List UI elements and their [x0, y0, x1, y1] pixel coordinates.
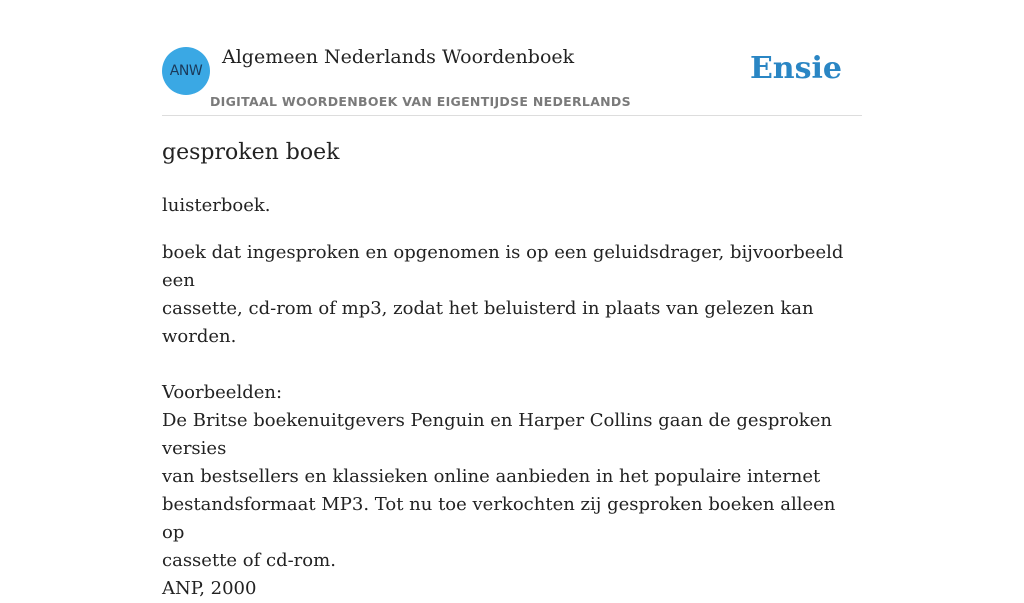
example-line: De Britse boekenuitgevers Penguin en Harper Collins gaan de gesproken versies	[162, 410, 832, 459]
page-header	[162, 0, 862, 116]
example-source: ANP, 2000	[162, 578, 257, 599]
example-line: cassette of cd-rom.	[162, 550, 336, 571]
spacer	[162, 351, 862, 379]
example-line: bestandsformaat MP3. Tot nu toe verkochten zij gesproken boeken alleen op	[162, 494, 836, 543]
entry-term: gesproken boek	[162, 140, 340, 165]
definition-line: cassette, cd-rom of mp3, zodat het beluisterd in plaats van gelezen kan worden.	[162, 298, 814, 347]
dictionary-name[interactable]: Algemeen Nederlands Woordenboek	[222, 46, 575, 68]
anw-logo[interactable]: ANW	[162, 47, 210, 95]
entry-synonym: luisterboek.	[162, 195, 271, 216]
dictionary-subtitle: DIGITAAL WOORDENBOEK VAN EIGENTIJDSE NEDERLANDS	[210, 94, 631, 109]
examples-heading: Voorbeelden:	[162, 382, 283, 403]
example-line: van bestsellers en klassieken online aanbieden in het populaire internet	[162, 466, 821, 487]
entry-body	[162, 239, 862, 603]
definition-line: boek dat ingesproken en opgenomen is op een geluidsdrager, bijvoorbeeld een	[162, 242, 844, 291]
ensie-brand-logo[interactable]: Ensie	[749, 51, 842, 86]
